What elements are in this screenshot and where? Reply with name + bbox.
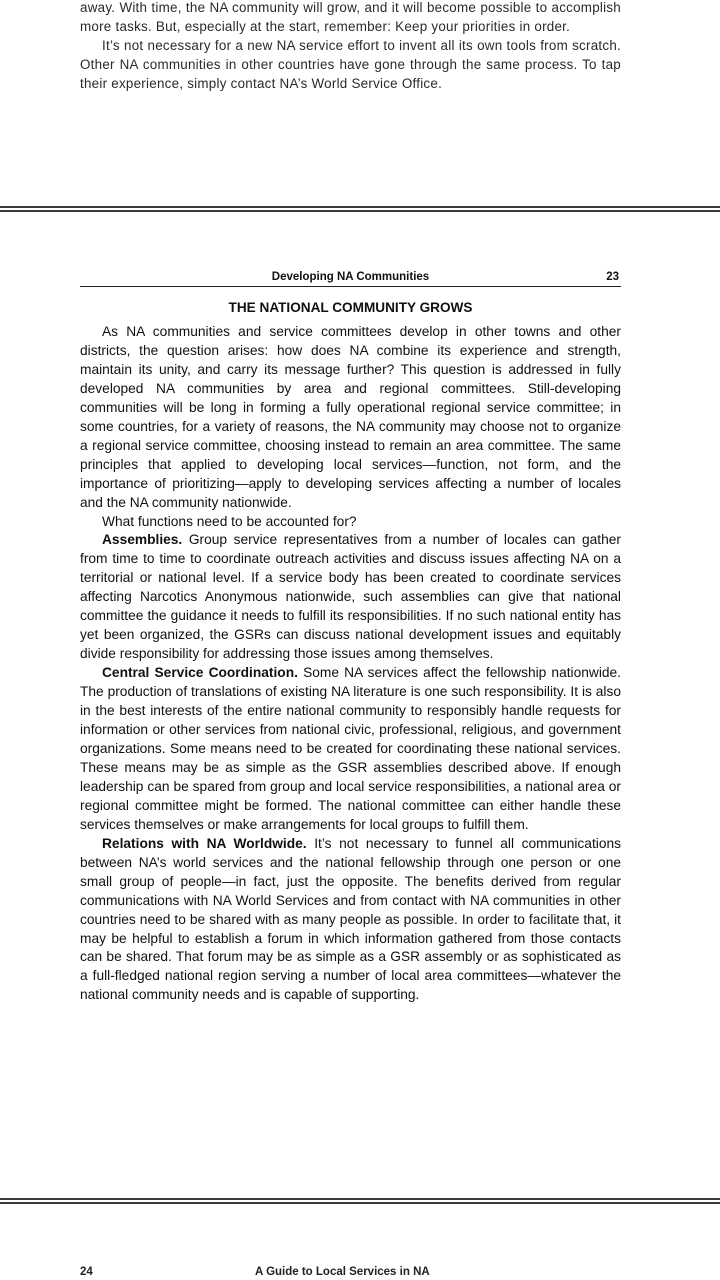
body-paragraph [80,835,621,1006]
body-paragraph [80,664,621,835]
paragraph-lead: Assemblies. [102,532,183,548]
body-paragraph [80,513,621,532]
running-header [80,269,621,287]
paragraph-text: Group service representatives from a number of locales can gather from time to time to coordinate outreach activities and discuss issues affecting NA on a territorial or national level. If a service body has been created to coordinate services affecting Narcotics Anonymous nationwide, such assemblies can give that national committee the guidance it needs to fulfill its responsibilities. If no such national entity has yet been organized, the GSRs can discuss national development issues and equitably divide responsibility for addressing those issues among themselves. [80,532,621,662]
previous-page-paragraph: It’s not necessary for a new NA service effort to invent all its own tools from scratch. Other NA communities in other countries have gone through the same process. To tap their experience, simply contact NA’s World Service Office. [80,38,621,91]
page-divider [0,1198,720,1204]
body-paragraph [80,323,621,513]
paragraph-text: What functions need to be accounted for? [102,513,357,529]
page-body [80,323,621,1005]
running-header-title: Developing NA Communities [271,271,430,283]
page-divider [0,206,720,212]
page-number: 24 [80,1266,93,1278]
paragraph-text: Some NA services affect the fellowship nationwide. The production of translations of existing NA literature is one such responsibility. It is also in the best interests of the entire national community to responsibly handle requests for information or other services from national civic, professional, religious, and government organizations. Some means need to be created for coordinating these national services. These means may be as simple as the GSR assemblies described above. If enough leadership can be spared from group and local service responsibilities, a national area or regional committee might be formed. The national committee can either handle these services themselves or make arrangements for local groups to fulfill them. [80,665,621,832]
running-footer-title: A Guide to Local Services in NA [255,1266,430,1278]
paragraph-text: As NA communities and service committees develop in other towns and other districts, the question arises: how does NA combine its experience and strength, maintain its unity, and carry its message further? This question is addressed in fully developed NA communities by area and regional committees. Still-developing communities will be long in forming a fully operational regional service committee; in some countries, for a variety of reasons, the NA community may choose not to organize a regional service committee, choosing instead to remain an area committee. The same principles that applied to developing local services—function, not form, and the importance of prioritizing—apply to developing services affecting a number of locales and the NA community nationwide. [80,324,621,510]
previous-page-text [80,0,621,93]
section-title: THE NATIONAL COMMUNITY GROWS [228,300,473,315]
page-number: 23 [606,271,619,283]
previous-page-paragraph: away. With time, the NA community will grow, and it will become possible to accomplish more tasks. But, especially at the start, remember: Keep your priorities in order. [80,0,621,34]
paragraph-lead: Relations with NA Worldwide. [102,835,307,851]
paragraph-lead: Central Service Coordination. [102,665,298,681]
body-paragraph [80,531,621,664]
paragraph-text: It’s not necessary to funnel all communications between NA’s world services and the national fellowship through one person or one small group of people—in fact, just the opposite. The benefits derived from regular communications with NA World Services and from contact with NA communities in other countries need to be shared with as many people as possible. In order to facilitate that, it may be helpful to establish a forum in which information gathered from those contacts can be shared. That forum may be as simple as a GSR assembly or as sophisticated as a full-fledged national region serving a number of local area committees—whatever the national community needs and is capable of supporting. [80,835,621,1003]
